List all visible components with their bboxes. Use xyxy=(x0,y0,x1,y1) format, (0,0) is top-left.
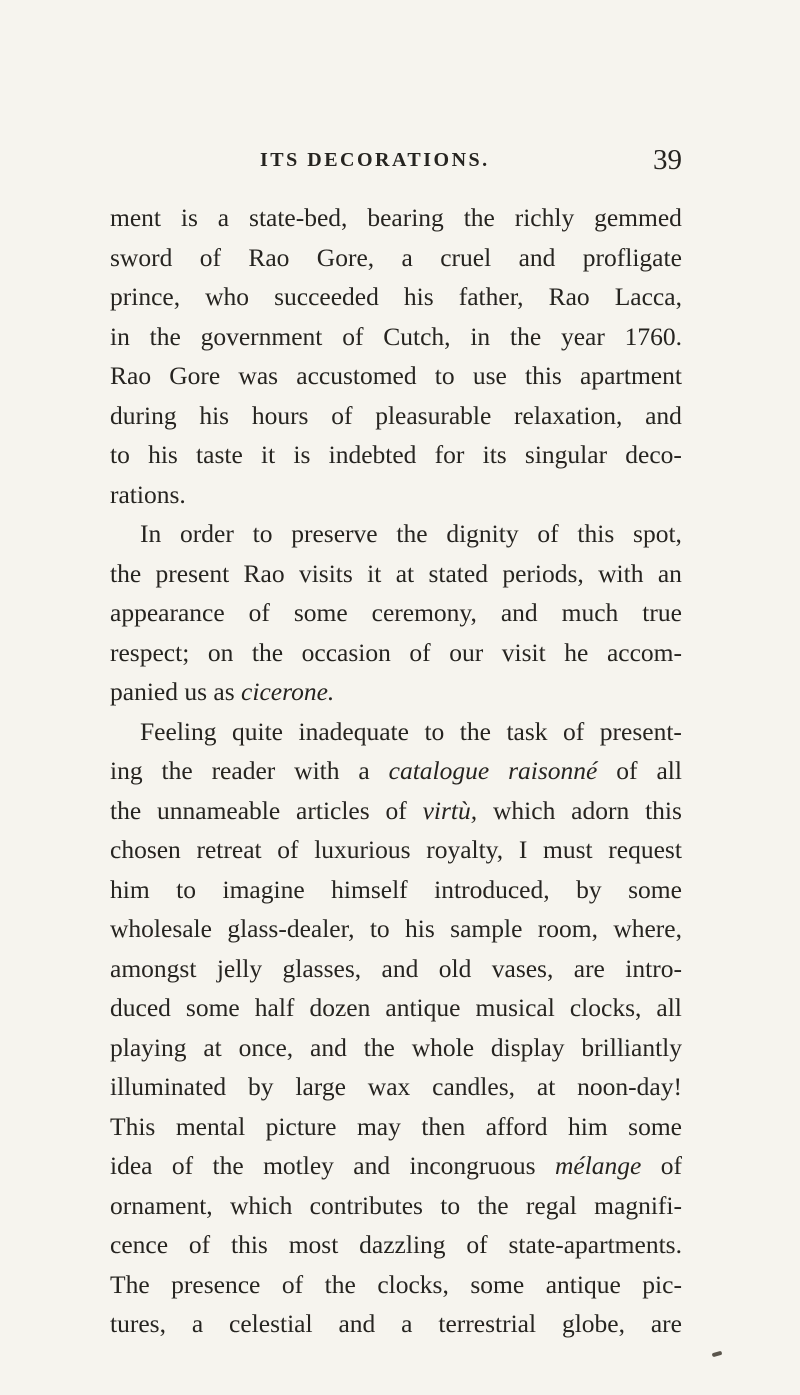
word: large xyxy=(295,1072,346,1101)
word: his xyxy=(148,440,178,469)
word: a xyxy=(191,1309,204,1338)
word: of xyxy=(331,400,353,430)
word: dignity xyxy=(446,519,519,548)
word: picture xyxy=(265,1111,337,1141)
word: This xyxy=(110,1111,156,1141)
text-line xyxy=(110,1107,682,1147)
word: was xyxy=(238,361,279,390)
word: Cutch, xyxy=(383,321,451,351)
word: half xyxy=(254,993,295,1022)
word: of xyxy=(466,1230,488,1259)
word: profligate xyxy=(582,242,682,272)
text-line xyxy=(110,356,682,396)
word: panied xyxy=(110,677,178,706)
word: at xyxy=(203,1032,222,1062)
text-line xyxy=(110,909,682,949)
word: playing xyxy=(110,1032,187,1062)
text-line xyxy=(110,593,682,633)
word: Lacca, xyxy=(614,282,682,311)
word: cruel xyxy=(440,242,492,272)
word: all xyxy=(656,993,682,1022)
word: accustomed xyxy=(296,361,417,390)
word: father, xyxy=(458,282,524,311)
word: himself xyxy=(331,874,408,904)
word: illuminated xyxy=(110,1072,227,1101)
word: some xyxy=(628,1111,682,1141)
word: of xyxy=(171,1151,194,1180)
word: wholesale xyxy=(110,914,212,943)
word: and xyxy=(645,400,682,430)
word: I xyxy=(518,835,528,864)
word: to xyxy=(110,440,130,469)
word: is xyxy=(293,440,311,469)
word: of xyxy=(616,756,638,785)
word: Rao xyxy=(548,282,590,311)
word: him xyxy=(110,874,150,904)
text-line xyxy=(110,1304,682,1344)
word: cicerone. xyxy=(241,677,335,706)
word: adorn xyxy=(571,795,630,825)
word: as xyxy=(213,677,235,706)
word: the xyxy=(212,1151,244,1180)
word: request xyxy=(608,835,682,864)
word: articles xyxy=(296,795,370,825)
word: with xyxy=(598,558,644,588)
word: order xyxy=(180,519,234,548)
word: tures, xyxy=(110,1309,166,1338)
word: intro- xyxy=(625,953,682,983)
text-line xyxy=(110,554,682,594)
word: accom- xyxy=(606,637,682,667)
word: ceremony, xyxy=(371,598,477,627)
page-number: 39 xyxy=(653,144,682,176)
word: appearance xyxy=(110,598,225,627)
word: unnameable xyxy=(157,795,281,825)
text-line xyxy=(110,1028,682,1068)
word: raisonné xyxy=(508,756,598,785)
word: is xyxy=(180,203,198,232)
word: sword xyxy=(110,242,173,272)
word: wax xyxy=(367,1072,411,1101)
word: globe, xyxy=(561,1309,625,1338)
word: whole xyxy=(411,1032,475,1062)
word: some xyxy=(185,993,240,1022)
word: who xyxy=(205,282,250,311)
word: of xyxy=(199,242,221,272)
word: The xyxy=(110,1269,150,1299)
word: duced xyxy=(110,993,171,1022)
word: the xyxy=(110,558,142,588)
word: periods, xyxy=(502,558,584,588)
word: mélange xyxy=(554,1151,642,1180)
word: Rao xyxy=(248,242,290,272)
word: this xyxy=(645,795,682,825)
word: with xyxy=(294,756,340,785)
text-line xyxy=(110,751,682,791)
word: are xyxy=(573,953,605,983)
word: glass-dealer, xyxy=(227,914,355,943)
word: of xyxy=(188,1230,211,1259)
word: In xyxy=(140,519,162,548)
word: which xyxy=(230,1190,293,1220)
word: antique xyxy=(385,993,461,1022)
word: the xyxy=(477,1190,509,1220)
word: and xyxy=(353,1151,391,1180)
word: the xyxy=(396,519,428,548)
text-line xyxy=(110,396,682,436)
word: brilliantly xyxy=(581,1032,682,1062)
word: retreat xyxy=(196,835,262,864)
word: and xyxy=(500,598,538,627)
word: incongruous xyxy=(409,1151,536,1180)
word: stated xyxy=(428,558,488,588)
text-line xyxy=(110,988,682,1028)
word: preserve xyxy=(291,519,378,548)
word: the xyxy=(110,795,142,825)
running-title: ITS DECORATIONS. xyxy=(260,149,490,171)
word: this xyxy=(231,1230,268,1259)
word: antique xyxy=(545,1269,621,1299)
word: chosen xyxy=(110,835,181,864)
word: bearing xyxy=(367,203,444,232)
word: an xyxy=(657,558,682,588)
word: all xyxy=(656,756,682,785)
word: by xyxy=(576,874,602,904)
word: ornament, xyxy=(110,1190,213,1220)
word: relaxation, xyxy=(514,400,623,430)
word: to xyxy=(434,361,455,390)
word: occasion xyxy=(301,637,391,667)
word: to xyxy=(424,716,445,746)
word: display xyxy=(490,1032,565,1062)
word: of xyxy=(409,637,431,667)
word: cence xyxy=(110,1230,169,1259)
word: pleasurable xyxy=(375,400,492,430)
word: gemmed xyxy=(594,203,682,232)
text-line xyxy=(110,1146,682,1186)
word: glasses, xyxy=(282,953,362,983)
word: richly xyxy=(514,203,575,232)
word: taste xyxy=(196,440,243,469)
word: afford xyxy=(485,1111,548,1141)
word: reader xyxy=(211,756,276,785)
word: state-apartments. xyxy=(508,1230,682,1259)
word: use xyxy=(472,361,507,390)
word: it xyxy=(261,440,276,469)
word: task xyxy=(506,716,548,746)
word: where, xyxy=(613,914,682,943)
word: some xyxy=(293,598,348,627)
word: and xyxy=(338,1309,376,1338)
word: virtù, xyxy=(422,795,478,825)
word: and xyxy=(310,1032,347,1062)
word: government xyxy=(200,321,323,351)
word: indebted xyxy=(328,440,417,469)
word: state-bed, xyxy=(249,203,348,232)
text-line xyxy=(110,1225,682,1265)
word: Gore xyxy=(169,361,221,390)
word: in xyxy=(110,321,130,351)
word: succeeded xyxy=(274,282,379,311)
word: ment xyxy=(110,203,161,232)
word: and xyxy=(518,242,556,272)
word: imagine xyxy=(222,874,305,904)
text-line xyxy=(110,435,682,475)
word: pic- xyxy=(642,1269,682,1299)
text-line xyxy=(110,198,682,238)
word: quite xyxy=(232,716,283,746)
word: the xyxy=(459,716,491,746)
word: Gore, xyxy=(316,242,375,272)
word: visit xyxy=(501,637,546,667)
word: present- xyxy=(599,716,682,746)
word: mental xyxy=(175,1111,246,1141)
word: presence xyxy=(171,1269,261,1299)
word: of xyxy=(385,795,407,825)
word: old xyxy=(438,953,472,983)
text-line xyxy=(110,1186,682,1226)
word: some xyxy=(628,874,682,904)
word: singular xyxy=(524,440,608,469)
word: catalogue xyxy=(388,756,490,785)
word: Rao xyxy=(110,361,152,390)
word: in xyxy=(470,321,491,351)
text-line xyxy=(110,949,682,989)
word: a xyxy=(358,756,370,785)
word: the xyxy=(324,1269,356,1299)
word: of xyxy=(248,598,270,627)
word: spot, xyxy=(633,519,682,548)
text-line xyxy=(110,475,682,515)
word: the xyxy=(363,1032,395,1062)
word: to xyxy=(440,1190,461,1220)
text-line xyxy=(110,277,682,317)
text-line xyxy=(110,317,682,357)
word: the xyxy=(509,321,542,351)
word: his xyxy=(403,282,434,311)
word: magnifi- xyxy=(594,1190,682,1220)
word: of xyxy=(537,519,559,548)
word: a xyxy=(401,1309,413,1338)
word: musical xyxy=(475,993,555,1022)
ink-speck xyxy=(712,1351,723,1357)
text-line xyxy=(110,830,682,870)
word: him xyxy=(568,1111,608,1141)
word: which xyxy=(493,795,556,825)
word: he xyxy=(564,637,589,667)
text-line xyxy=(110,672,682,712)
word: may xyxy=(356,1111,401,1141)
word: year xyxy=(560,321,605,351)
word: apartment xyxy=(580,361,682,390)
word: vases, xyxy=(491,953,554,983)
word: royalty, xyxy=(426,835,504,864)
word: most xyxy=(288,1230,339,1259)
word: to xyxy=(369,914,390,943)
text-line xyxy=(110,870,682,910)
text-line xyxy=(110,1067,682,1107)
word: sample xyxy=(450,914,523,943)
word: to xyxy=(252,519,273,548)
word: at xyxy=(395,558,415,588)
word: by xyxy=(248,1072,274,1101)
word: celestial xyxy=(229,1309,313,1338)
word: clocks, xyxy=(377,1269,449,1299)
word: the xyxy=(463,203,495,232)
word: to xyxy=(176,874,197,904)
word: once, xyxy=(238,1032,294,1062)
word: clocks, xyxy=(569,993,642,1022)
word: inadequate xyxy=(298,716,409,746)
word: noon-day! xyxy=(577,1072,682,1101)
word: true xyxy=(642,598,682,627)
word: the xyxy=(149,321,181,351)
word: introduced, xyxy=(434,874,550,904)
word: deco- xyxy=(625,440,682,469)
word: on xyxy=(207,637,234,667)
word: contributes xyxy=(309,1190,423,1220)
word: amongst xyxy=(110,953,197,983)
word: 1760. xyxy=(624,321,682,351)
word: are xyxy=(650,1309,682,1338)
word: its xyxy=(482,440,507,469)
word: of xyxy=(660,1151,682,1180)
word: ing xyxy=(110,756,143,785)
body-text xyxy=(110,198,682,1344)
word: much xyxy=(561,598,619,627)
word: it xyxy=(367,558,382,588)
word: jelly xyxy=(216,953,263,983)
word: some xyxy=(470,1269,525,1299)
word: us xyxy=(184,677,208,706)
word: rations. xyxy=(110,479,186,509)
word: respect; xyxy=(110,637,190,667)
word: present xyxy=(155,558,230,588)
word: idea xyxy=(110,1151,153,1180)
word: his xyxy=(199,400,230,430)
word: the xyxy=(251,637,284,667)
word: the xyxy=(161,756,193,785)
word: regal xyxy=(525,1190,577,1220)
word: of xyxy=(563,716,585,746)
word: of xyxy=(277,835,299,864)
word: prince, xyxy=(110,282,181,311)
running-head xyxy=(110,140,682,180)
word: motley xyxy=(263,1151,334,1180)
word: Rao xyxy=(243,558,285,588)
word: Feeling xyxy=(140,716,217,746)
text-line xyxy=(110,791,682,831)
word: during xyxy=(110,400,177,430)
word: hours xyxy=(251,400,309,430)
word: terrestrial xyxy=(438,1309,537,1338)
word: for xyxy=(434,440,465,469)
word: a xyxy=(401,242,413,272)
text-line xyxy=(110,712,682,752)
word: a xyxy=(217,203,230,232)
word: candles, xyxy=(432,1072,515,1101)
text-line xyxy=(110,514,682,554)
word: must xyxy=(543,835,593,864)
word: this xyxy=(524,361,562,390)
text-line xyxy=(110,633,682,673)
word: visits xyxy=(298,558,353,588)
word: of xyxy=(342,321,364,351)
word: room, xyxy=(537,914,598,943)
word: dazzling xyxy=(359,1230,446,1259)
text-line xyxy=(110,238,682,278)
text-line xyxy=(110,1265,682,1305)
word: his xyxy=(405,914,435,943)
word: at xyxy=(536,1072,556,1101)
word: then xyxy=(421,1111,466,1141)
word: luxurious xyxy=(314,835,411,864)
word: of xyxy=(281,1269,304,1299)
word: this xyxy=(577,519,615,548)
word: our xyxy=(449,637,484,667)
word: dozen xyxy=(309,993,371,1022)
word: and xyxy=(381,953,419,983)
